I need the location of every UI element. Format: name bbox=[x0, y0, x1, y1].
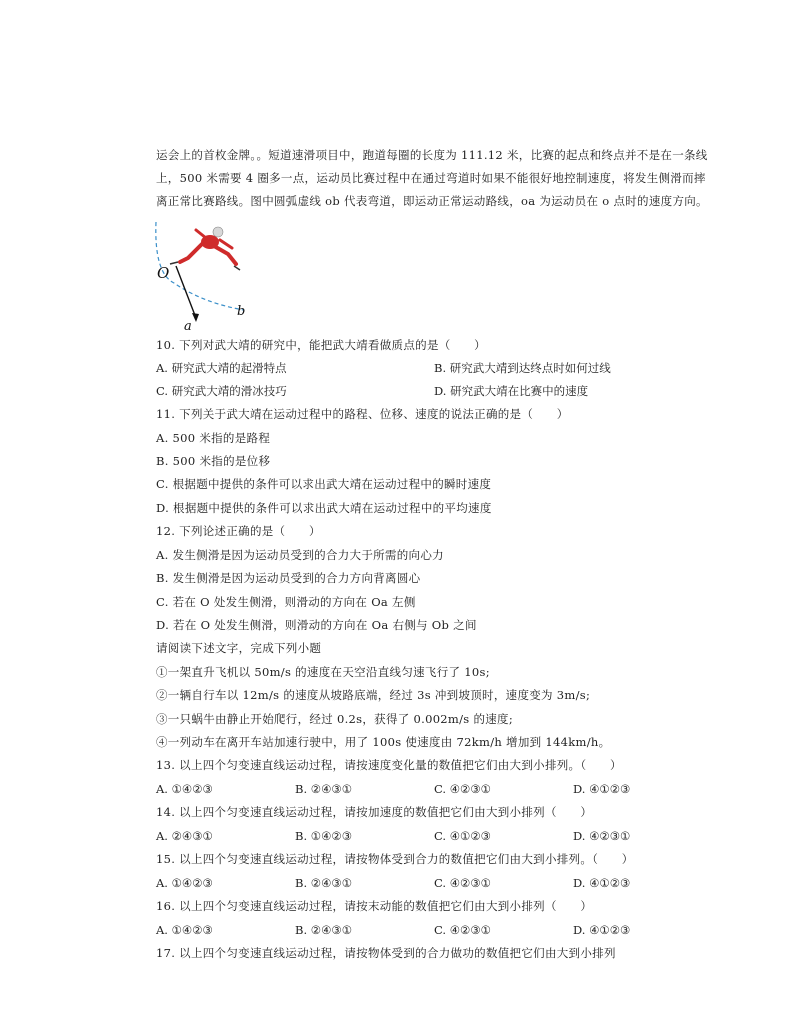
q13-option-a[interactable]: A. ①④②③ bbox=[156, 782, 213, 796]
q14-options bbox=[156, 828, 636, 844]
label-o: O bbox=[157, 264, 170, 282]
skater-icon bbox=[170, 227, 240, 270]
q12-stem: 12. 下列论述正确的是（ ） bbox=[156, 524, 321, 538]
q10-option-b[interactable]: B. 研究武大靖到达终点时如何过线 bbox=[434, 361, 611, 375]
q10-option-d[interactable]: D. 研究武大靖在比赛中的速度 bbox=[434, 384, 589, 398]
q10-stem: 10. 下列对武大靖的研究中，能把武大靖看做质点的是（ ） bbox=[156, 338, 486, 352]
reading-item-4: ④一列动车在离开车站加速行驶中，用了 100s 使速度由 72km/h 增加到 144km/h。 bbox=[156, 735, 611, 749]
intro-line-3: 离正常比赛路线。图中圆弧虚线 ob 代表弯道，即运动正常运动路线，oa 为运动员在 o 点时的速度方向。 bbox=[156, 194, 708, 208]
q14-option-d[interactable]: D. ④②③① bbox=[573, 829, 631, 843]
q10-option-a[interactable]: A. 研究武大靖的起滑特点 bbox=[156, 361, 287, 375]
q15-option-a[interactable]: A. ①④②③ bbox=[156, 876, 213, 890]
q10-options-row1 bbox=[156, 360, 636, 376]
q14-stem: 14. 以上四个匀变速直线运动过程，请按加速度的数值把它们由大到小排列（ ） bbox=[156, 805, 593, 819]
q12-option-a[interactable]: A. 发生侧滑是因为运动员受到的合力大于所需的向心力 bbox=[156, 548, 444, 562]
q14-option-a[interactable]: A. ②④③① bbox=[156, 829, 213, 843]
q12-option-d[interactable]: D. 若在 O 处发生侧滑，则滑动的方向在 Oa 右侧与 Ob 之间 bbox=[156, 618, 477, 632]
q11-option-c[interactable]: C. 根据题中提供的条件可以求出武大靖在运动过程中的瞬时速度 bbox=[156, 477, 492, 491]
skater-figure bbox=[148, 218, 258, 333]
q11-option-a[interactable]: A. 500 米指的是路程 bbox=[156, 431, 271, 445]
arrow-head bbox=[192, 313, 199, 322]
q16-option-b[interactable]: B. ②④③① bbox=[295, 923, 353, 937]
reading-item-3: ③一只蜗牛由静止开始爬行，经过 0.2s，获得了 0.002m/s 的速度; bbox=[156, 712, 514, 726]
q15-option-b[interactable]: B. ②④③① bbox=[295, 876, 353, 890]
label-a: a bbox=[184, 319, 192, 333]
q13-option-c[interactable]: C. ④②③① bbox=[434, 782, 491, 796]
reading-intro: 请阅读下述文字，完成下列小题 bbox=[156, 641, 322, 655]
q10-options-row2 bbox=[156, 383, 636, 399]
intro-line-2: 上，500 米需要 4 圈多一点，运动员比赛过程中在通过弯道时如果不能很好地控制速度，将发生侧滑而摔 bbox=[156, 171, 706, 185]
label-b: b bbox=[237, 304, 246, 319]
reading-item-1: ①一架直升飞机以 50m/s 的速度在天空沿直线匀速飞行了 10s; bbox=[156, 665, 490, 679]
q16-stem: 16. 以上四个匀变速直线运动过程，请按末动能的数值把它们由大到小排列（ ） bbox=[156, 899, 593, 913]
q13-options bbox=[156, 781, 636, 797]
q15-stem: 15. 以上四个匀变速直线运动过程，请按物体受到合力的数值把它们由大到小排列。（ ） bbox=[156, 852, 634, 866]
q15-options bbox=[156, 875, 636, 891]
q10-option-c[interactable]: C. 研究武大靖的滑冰技巧 bbox=[156, 384, 287, 398]
q16-option-a[interactable]: A. ①④②③ bbox=[156, 923, 213, 937]
q14-option-c[interactable]: C. ④①②③ bbox=[434, 829, 491, 843]
q11-option-d[interactable]: D. 根据题中提供的条件可以求出武大靖在运动过程中的平均速度 bbox=[156, 501, 492, 515]
q16-options bbox=[156, 922, 636, 938]
reading-item-2: ②一辆自行车以 12m/s 的速度从坡路底端，经过 3s 冲到坡顶时，速度变为 3m/s; bbox=[156, 688, 591, 702]
q16-option-c[interactable]: C. ④②③① bbox=[434, 923, 491, 937]
q13-option-b[interactable]: B. ②④③① bbox=[295, 782, 353, 796]
q11-stem: 11. 下列关于武大靖在运动过程中的路程、位移、速度的说法正确的是（ ） bbox=[156, 407, 569, 421]
q13-stem: 13. 以上四个匀变速直线运动过程，请按速度变化量的数值把它们由大到小排列。（ ） bbox=[156, 758, 622, 772]
q17-stem: 17. 以上四个匀变速直线运动过程，请按物体受到的合力做功的数值把它们由大到小排列 bbox=[156, 946, 616, 960]
q12-option-b[interactable]: B. 发生侧滑是因为运动员受到的合力方向背离圆心 bbox=[156, 571, 421, 585]
q11-option-b[interactable]: B. 500 米指的是位移 bbox=[156, 454, 271, 468]
q16-option-d[interactable]: D. ④①②③ bbox=[573, 923, 631, 937]
q13-option-d[interactable]: D. ④①②③ bbox=[573, 782, 631, 796]
q12-option-c[interactable]: C. 若在 O 处发生侧滑，则滑动的方向在 Oa 左侧 bbox=[156, 595, 416, 609]
velocity-arrow-oa bbox=[176, 266, 196, 318]
intro-line-1: 运会上的首枚金牌。。短道速滑项目中，跑道每圈的长度为 111.12 米，比赛的起点和终点并不是在一条线 bbox=[156, 148, 708, 162]
q15-option-d[interactable]: D. ④①②③ bbox=[573, 876, 631, 890]
q15-option-c[interactable]: C. ④②③① bbox=[434, 876, 491, 890]
q14-option-b[interactable]: B. ①④②③ bbox=[295, 829, 353, 843]
